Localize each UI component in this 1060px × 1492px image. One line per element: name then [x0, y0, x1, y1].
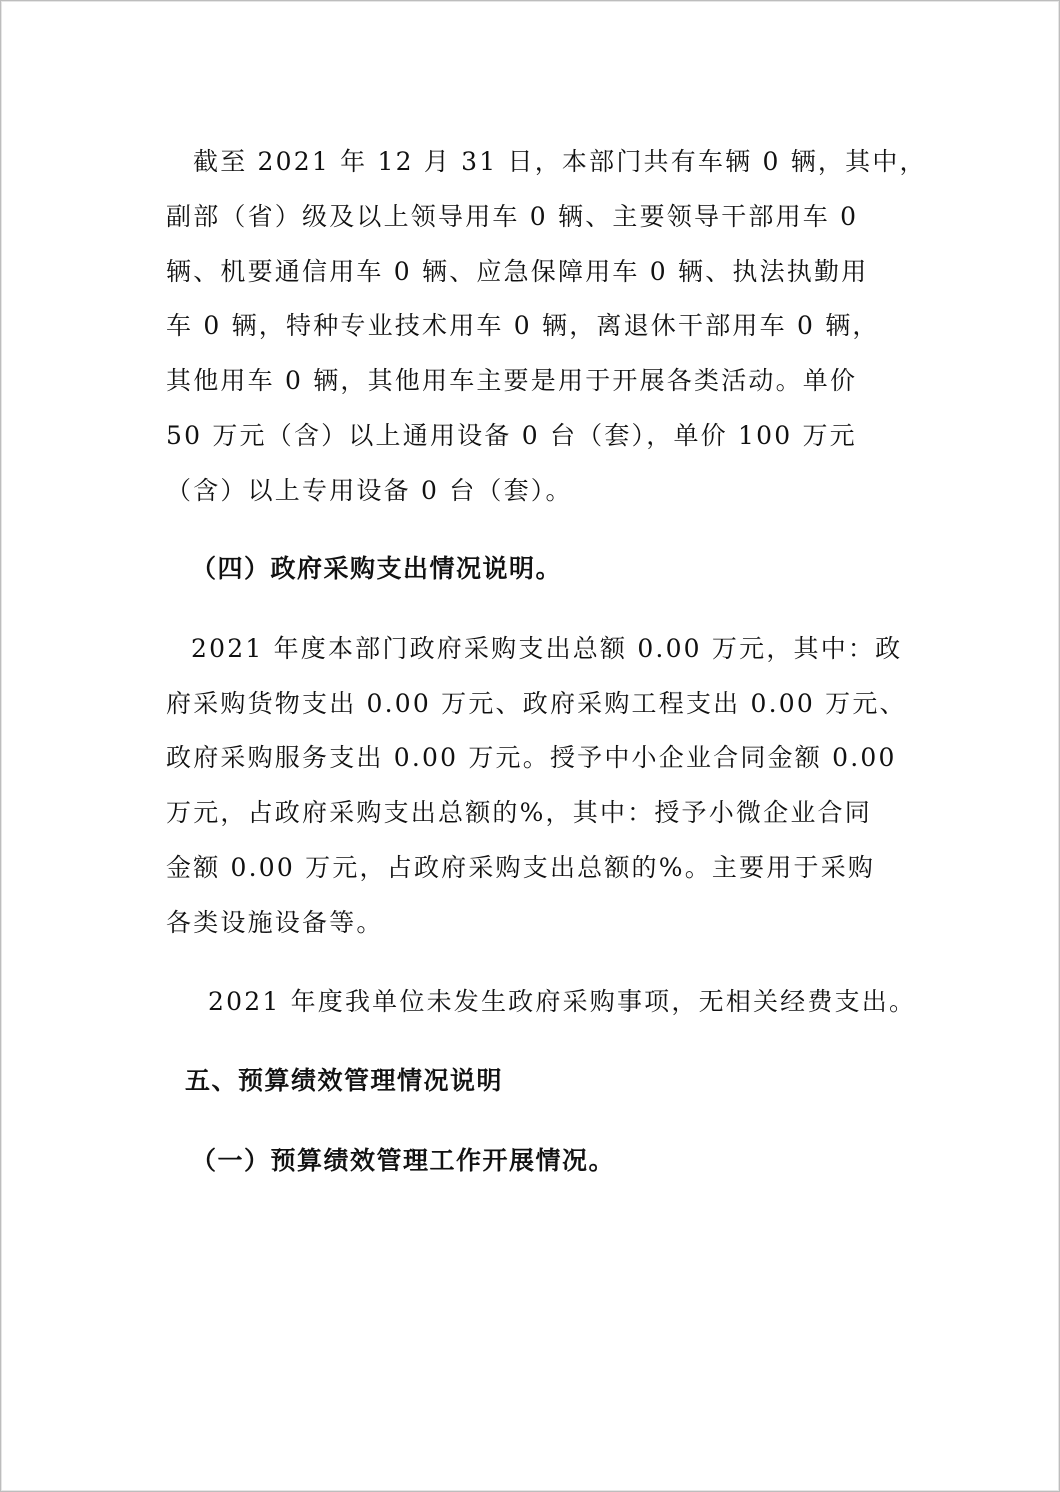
paragraph-procurement-line-6: 各类设施设备等。: [166, 908, 384, 937]
heading-procurement: （四）政府采购支出情况说明。: [191, 554, 563, 583]
paragraph-procurement-line-1: 2021 年度本部门政府采购支出总额 0.00 万元，其中：政: [191, 634, 903, 663]
paragraph-vehicles-line-2: 副部（省）级及以上领导用车 0 辆、主要领导干部用车 0: [166, 202, 859, 231]
paragraph-vehicles-line-5: 其他用车 0 辆，其他用车主要是用于开展各类活动。单价: [166, 366, 858, 395]
paragraph-procurement-line-4: 万元，占政府采购支出总额的%，其中：授予小微企业合同: [166, 798, 872, 827]
paragraph-vehicles-line-3: 辆、机要通信用车 0 辆、应急保障用车 0 辆、执法执勤用: [166, 257, 869, 286]
paragraph-vehicles-line-1: 截至 2021 年 12 月 31 日，本部门共有车辆 0 辆，其中，: [193, 147, 927, 176]
paragraph-procurement-line-2: 府采购货物支出 0.00 万元、政府采购工程支出 0.00 万元、: [166, 689, 907, 718]
paragraph-procurement-line-5: 金额 0.00 万元，占政府采购支出总额的%。主要用于采购: [166, 853, 876, 882]
heading-section-5-1: （一）预算绩效管理工作开展情况。: [191, 1146, 616, 1175]
paragraph-vehicles-line-6: 50 万元（含）以上通用设备 0 台（套），单价 100 万元: [166, 421, 857, 450]
paragraph-vehicles-line-7: （含）以上专用设备 0 台（套）。: [166, 476, 573, 505]
paragraph-vehicles-line-4: 车 0 辆，特种专业技术用车 0 辆，离退休干部用车 0 辆，: [166, 311, 880, 340]
paragraph-procurement-line-3: 政府采购服务支出 0.00 万元。授予中小企业合同金额 0.00: [166, 743, 897, 772]
paragraph-no-procurement: 2021 年度我单位未发生政府采购事项，无相关经费支出。: [208, 987, 917, 1016]
heading-section-5: 五、预算绩效管理情况说明: [185, 1066, 504, 1095]
